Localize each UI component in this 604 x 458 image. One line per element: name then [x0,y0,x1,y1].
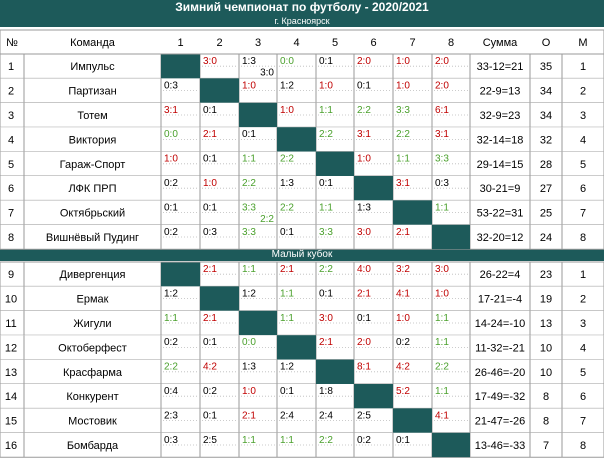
team-name: Виктория [68,134,117,147]
match-score: 2:1 [396,226,410,238]
header-team: Команда [70,37,115,49]
match-score: 1:0 [203,178,217,189]
team-num: 9 [7,269,15,282]
match-score: 4:0 [357,264,371,275]
match-score: 0:1 [396,434,410,446]
match-score: 2:3 [164,410,178,422]
diagonal-cell [239,103,277,127]
team-num: 14 [4,391,18,404]
diagonal-cell [432,225,470,249]
match-score: 1:0 [357,153,371,165]
match-score: 2:1 [242,410,256,422]
match-score: 1:0 [280,104,294,116]
match-score: 0:2 [164,337,178,349]
match-score: 2:5 [203,434,217,446]
match-score: 3:3 [319,226,333,238]
team-goal-sum: 32-9=23 [479,110,521,122]
match-score: 2:1 [319,337,333,349]
match-score: 2:4 [319,410,333,422]
match-score: 2:5 [357,410,371,422]
match-score: 1:3 [242,56,256,67]
match-score: 2:4 [280,410,294,422]
match-score: 1:1 [242,264,256,275]
diagonal-cell [393,408,432,432]
team-num: 2 [7,85,15,98]
match-score: 1:8 [319,386,333,397]
team-points: 32 [539,134,553,147]
team-goal-sum: 32-14=18 [476,134,524,147]
team-num: 13 [4,366,18,379]
match-score: 1:1 [242,434,256,446]
team-num: 1 [7,61,15,74]
team-name: Октоберфест [58,342,127,355]
team-place: 3 [579,318,587,330]
match-score: 3:0 [203,56,217,67]
diagonal-cell [277,335,316,359]
match-score-2: 3:0 [260,67,274,79]
match-score: 0:2 [203,386,217,397]
match-score: 0:0 [164,129,178,141]
match-score: 1:1 [280,312,294,324]
match-score: 2:2 [280,153,294,165]
team-place: 2 [579,293,587,306]
team-place: 8 [579,232,587,244]
diagonal-cell [161,54,200,78]
match-score: 2:2 [435,361,449,373]
match-score: 1:0 [242,386,256,397]
header-place: М [578,37,588,49]
match-score: 1:0 [319,80,333,92]
diagonal-cell [277,127,316,151]
team-place: 5 [579,158,587,171]
team-goal-sum: 13-46=-33 [474,440,526,452]
match-score: 0:3 [203,226,217,238]
team-name: Тотем [77,110,108,122]
team-goal-sum: 32-20=12 [476,232,524,244]
team-num: 11 [5,318,17,330]
match-score: 0:1 [242,129,256,141]
match-score: 1:1 [435,312,449,324]
team-num: 10 [4,293,18,306]
match-score: 1:0 [242,80,256,92]
diagonal-cell [354,384,393,408]
match-score: 2:0 [357,56,371,67]
minor-cup-banner: Малый кубок [0,248,604,261]
team-place: 3 [579,110,587,122]
match-score: 0:1 [319,288,333,300]
match-score: 0:0 [280,56,294,67]
diagonal-cell [354,176,393,200]
match-score: 0:3 [164,434,178,446]
match-score: 2:2 [319,434,333,446]
match-score: 1:1 [396,153,410,165]
team-num: 5 [7,158,15,171]
header-col-4: 4 [293,37,300,49]
match-score: 5:2 [396,386,410,397]
team-goal-sum: 17-21=-4 [477,293,523,306]
match-score: 6:1 [435,104,449,116]
team-points: 28 [539,158,553,171]
team-name: Гараж-Спорт [59,158,126,171]
team-points: 10 [539,366,553,379]
team-points: 35 [539,61,553,74]
team-place: 6 [579,391,587,404]
header-col-5: 5 [331,37,339,49]
team-place: 4 [579,342,587,355]
match-score: 1:1 [319,104,333,116]
match-score: 3:0 [357,226,371,238]
diagonal-cell [432,433,470,457]
match-score: 2:1 [357,288,371,300]
match-score: 1:0 [435,288,449,300]
diagonal-cell [200,78,239,102]
match-score: 1:1 [280,434,294,446]
team-goal-sum: 30-21=9 [479,183,521,196]
header-sum: Сумма [482,37,518,49]
match-score: 2:2 [319,129,333,141]
diagonal-cell [200,286,239,310]
header-col-1: 1 [177,37,184,49]
match-score: 0:1 [203,337,217,349]
match-score: 2:2 [396,129,410,141]
diagonal-cell [161,262,200,286]
match-score: 0:1 [319,178,333,189]
match-score: 1:1 [435,337,449,349]
team-points: 34 [539,110,553,122]
match-score: 0:2 [164,178,178,189]
match-score: 1:2 [280,80,294,92]
match-score: 1:1 [435,202,449,214]
team-name: Ермак [76,293,109,306]
header-col-2: 2 [216,37,223,49]
team-points: 8 [542,391,550,404]
match-score: 1:0 [396,56,410,67]
match-score: 3:1 [396,178,410,189]
match-score: 2:1 [203,264,217,275]
team-name: Импульс [70,61,115,74]
team-points: 10 [539,342,553,355]
match-score: 1:2 [242,288,256,300]
team-points: 34 [539,85,553,98]
match-score: 0:1 [319,56,333,67]
team-num: 3 [7,110,15,122]
match-score: 4:1 [396,288,410,300]
team-name: Конкурент [66,391,119,404]
team-name: Октябрьский [59,207,126,220]
match-score: 0:1 [280,386,294,397]
team-place: 5 [579,366,587,379]
team-place: 2 [579,85,587,98]
match-score: 0:2 [164,226,178,238]
match-score: 0:1 [164,202,178,214]
team-name: Мостовик [68,415,117,428]
team-place: 6 [579,183,587,196]
match-score: 3:3 [242,202,256,214]
match-score: 1:2 [164,288,178,300]
team-num: 4 [7,134,15,147]
team-points: 25 [539,207,553,220]
match-score: 3:0 [319,312,333,324]
team-points: 13 [539,318,553,330]
header-col-7: 7 [409,37,416,49]
team-name: Вишнёвый Пудинг [45,232,140,244]
championship-title: Зимний чемпионат по футболу - 2020/2021 [0,0,604,15]
team-goal-sum: 33-12=21 [476,61,524,74]
match-score: 2:0 [435,80,449,92]
match-score: 0:2 [357,434,371,446]
header-num: № [6,37,18,49]
header-col-8: 8 [447,37,455,49]
match-score: 1:1 [319,202,333,214]
team-place: 7 [579,415,587,428]
team-place: 7 [579,207,587,220]
match-score: 3:3 [242,226,256,238]
match-score: 0:1 [203,410,217,422]
team-goal-sum: 17-49=-32 [474,391,526,404]
match-score: 2:1 [280,264,294,275]
match-score: 4:2 [396,361,410,373]
team-goal-sum: 29-14=15 [476,158,524,171]
match-score: 3:1 [164,104,178,116]
match-score: 2:2 [164,361,178,373]
match-score: 1:1 [242,153,256,165]
match-score: 3:1 [435,129,449,141]
match-score: 1:0 [164,153,178,165]
match-score: 0:1 [203,153,217,165]
team-name: Красфарма [62,366,123,379]
match-score: 1:0 [396,80,410,92]
team-num: 6 [7,183,15,196]
city-subtitle: г. Красноярск [0,15,604,27]
team-num: 7 [7,207,15,220]
match-score: 0:1 [203,202,217,214]
match-score: 0:2 [396,337,410,349]
match-score: 2:1 [203,312,217,324]
team-points: 19 [539,293,553,306]
match-score: 8:1 [357,361,371,373]
match-score: 2:1 [203,129,217,141]
team-name: Жигули [73,318,112,330]
match-score: 0:1 [280,226,294,238]
match-score-2: 2:2 [260,213,274,225]
match-score: 1:1 [280,288,294,300]
match-score: 0:0 [242,337,256,349]
match-score: 0:1 [357,312,371,324]
team-goal-sum: 26-22=4 [479,269,521,282]
match-score: 2:0 [435,56,449,67]
match-score: 2:2 [357,104,371,116]
team-num: 15 [4,415,18,428]
team-goal-sum: 14-24=-10 [474,318,526,330]
match-score: 4:2 [203,361,217,373]
match-score: 1:2 [280,361,294,373]
team-num: 16 [4,440,18,452]
match-score: 1:3 [357,202,371,214]
diagonal-cell [239,311,277,335]
team-place: 1 [579,61,587,74]
team-goal-sum: 53-22=31 [476,207,524,220]
header-col-3: 3 [254,37,262,49]
team-goal-sum: 22-9=13 [479,85,521,98]
team-points: 23 [539,269,553,282]
match-score: 1:3 [242,361,256,373]
team-num: 8 [7,232,15,244]
diagonal-cell [316,152,354,176]
match-score: 0:1 [357,80,371,92]
team-points: 27 [539,183,553,196]
diagonal-cell [316,360,354,384]
match-score: 3:1 [357,129,371,141]
team-num: 12 [4,342,18,355]
team-goal-sum: 26-46=-20 [474,366,526,379]
team-name: Партизан [68,85,117,98]
match-score: 1:3 [280,178,294,189]
match-score: 2:0 [357,337,371,349]
match-score: 2:2 [319,264,333,275]
team-points: 8 [542,415,550,428]
team-goal-sum: 21-47=-26 [474,415,526,428]
header-points: О [541,37,551,49]
diagonal-cell [393,200,432,224]
team-points: 7 [542,440,550,452]
match-score: 2:2 [280,202,294,214]
match-score: 3:3 [396,104,410,116]
team-place: 1 [579,269,587,282]
match-score: 0:1 [203,104,217,116]
match-score: 4:1 [435,410,449,422]
header-col-6: 6 [370,37,377,49]
match-score: 2:2 [242,178,256,189]
match-score: 1:1 [164,312,178,324]
team-goal-sum: 11-32=-21 [475,342,525,355]
match-score: 0:3 [435,178,449,189]
match-score: 3:3 [435,153,449,165]
team-name: Бомбарда [66,440,119,452]
team-name: Дивергенция [59,269,126,282]
team-place: 8 [579,440,587,452]
match-score: 3:0 [435,264,449,275]
match-score: 3:2 [396,264,410,275]
match-score: 1:1 [435,386,449,397]
team-place: 4 [579,134,587,147]
match-score: 0:4 [164,386,178,397]
team-points: 24 [539,232,553,244]
match-score: 0:3 [164,80,178,92]
team-name: ЛФК ПРП [68,183,117,196]
match-score: 1:0 [396,312,410,324]
